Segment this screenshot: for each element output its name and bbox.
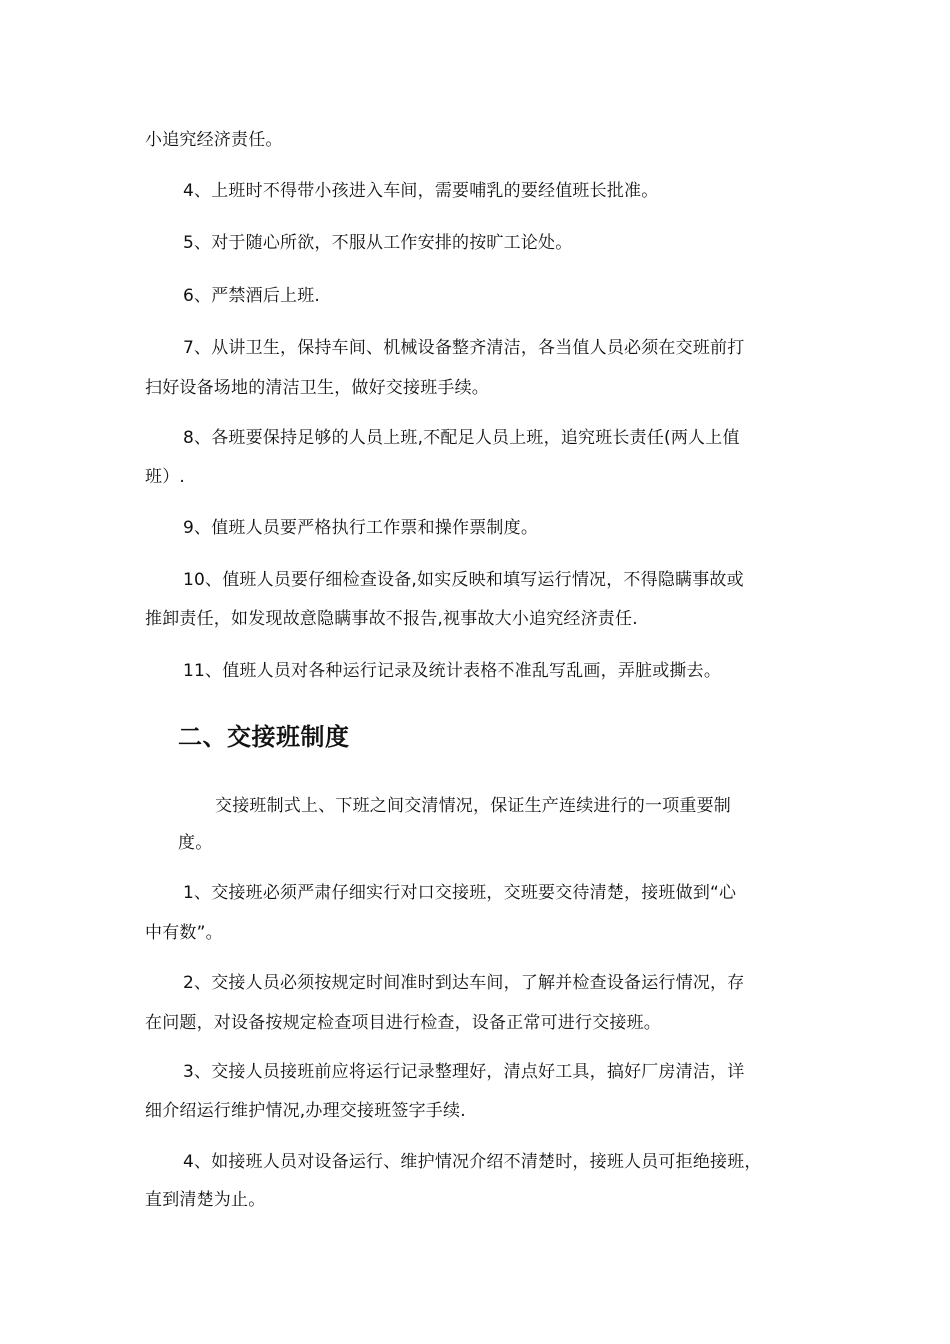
handover-item-1-line-2: 中有数”。: [145, 923, 223, 943]
handover-item-2-line-1: 2、交接人员必须按规定时间准时到达车间，了解并检查设备运行情况，存: [183, 973, 745, 993]
handover-item-3-line-1: 3、交接人员接班前应将运行记录整理好，清点好工具，搞好厂房清洁，详: [183, 1062, 745, 1082]
section-intro-line-1: 交接班制式上、下班之间交清情况，保证生产连续进行的一项重要制: [215, 796, 731, 816]
rule-item-10-line-1: 10、值班人员要仔细检查设备,如实反映和填写运行情况，不得隐瞒事故或: [183, 570, 744, 590]
rule-item-11: 11、值班人员对各种运行记录及统计表格不准乱写乱画，弄脏或撕去。: [183, 661, 722, 681]
handover-item-3-line-2: 细介绍运行维护情况,办理交接班签字手续.: [145, 1101, 466, 1121]
handover-item-1-line-1: 1、交接班必须严肃仔细实行对口交接班，交班要交待清楚，接班做到“心: [183, 883, 737, 903]
rule-item-8-line-1: 8、各班要保持足够的人员上班,不配足人员上班，追究班长责任(两人上值: [183, 428, 740, 448]
rule-item-7-line-2: 扫好设备场地的清洁卫生，做好交接班手续。: [145, 378, 489, 398]
rule-item-6: 6、严禁酒后上班.: [183, 286, 321, 306]
rule-item-8-line-2: 班）.: [145, 467, 186, 487]
paragraph-continuation: 小追究经济责任。: [145, 130, 283, 150]
rule-item-10-line-2: 推卸责任，如发现故意隐瞒事故不报告,视事故大小追究经济责任.: [145, 609, 638, 629]
section-heading: 二、交接班制度: [178, 723, 350, 751]
section-intro-line-2: 度。: [178, 833, 213, 853]
rule-item-9: 9、值班人员要严格执行工作票和操作票制度。: [183, 518, 539, 538]
handover-item-2-line-2: 在问题，对设备按规定检查项目进行检查，设备正常可进行交接班。: [145, 1013, 661, 1033]
rule-item-5: 5、对于随心所欲，不服从工作安排的按旷工论处。: [183, 233, 573, 253]
handover-item-4-line-1: 4、如接班人员对设备运行、维护情况介绍不清楚时，接班人员可拒绝接班，: [183, 1152, 762, 1172]
rule-item-4: 4、上班时不得带小孩进入车间，需要哺乳的要经值班长批准。: [183, 181, 659, 201]
handover-item-4-line-2: 直到清楚为止。: [145, 1190, 266, 1210]
rule-item-7-line-1: 7、从讲卫生，保持车间、机械设备整齐清洁，各当值人员必须在交班前打: [183, 338, 745, 358]
